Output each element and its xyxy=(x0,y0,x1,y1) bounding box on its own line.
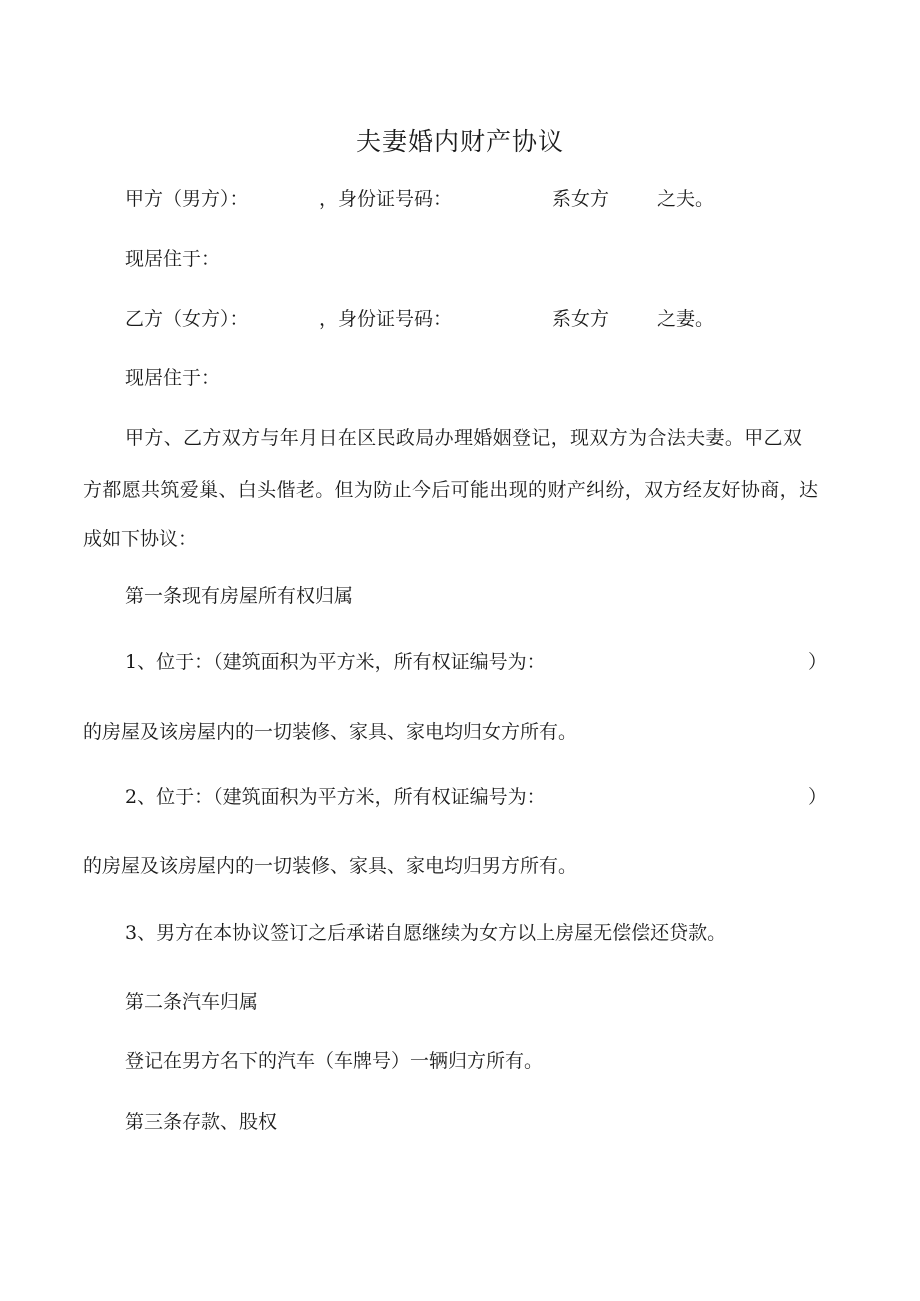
article-1-item-2-continuation: 的房屋及该房屋内的一切装修、家具、家电均归男方所有。 xyxy=(83,855,578,877)
party-a-address: 现居住于： xyxy=(125,248,221,270)
article-1-item-3: 3、男方在本协议签订之后承诺自愿继续为女方以上房屋无偿偿还贷款。 xyxy=(125,922,727,944)
article-1-item-1-close: ） xyxy=(808,651,828,673)
party-a-relation-suffix: 之夫。 xyxy=(657,188,715,210)
party-b-address: 现居住于： xyxy=(125,367,221,389)
article-3-heading: 第三条存款、股权 xyxy=(125,1111,278,1133)
article-1-item-1-continuation: 的房屋及该房屋内的一切装修、家具、家电均归女方所有。 xyxy=(83,721,578,743)
preamble-line-1: 甲方、乙方双方与年月日在区民政局办理婚姻登记，现双方为合法夫妻。甲乙双 xyxy=(125,427,803,449)
party-a-relation-prefix: 系女方 xyxy=(552,188,610,210)
article-1-item-2: 2、位于：（建筑面积为平方米，所有权证编号为： xyxy=(125,786,546,808)
article-1-item-1: 1、位于：（建筑面积为平方米，所有权证编号为： xyxy=(125,651,546,673)
party-b-id-label: ，身份证号码： xyxy=(319,308,453,330)
party-b-label: 乙方（女方）： xyxy=(125,308,249,330)
party-b-relation-suffix: 之妻。 xyxy=(657,308,715,330)
party-a-label: 甲方（男方）： xyxy=(125,188,249,210)
party-a-id-label: ，身份证号码： xyxy=(319,188,453,210)
article-2-body: 登记在男方名下的汽车（车牌号）一辆归方所有。 xyxy=(125,1050,544,1072)
party-b-relation-prefix: 系女方 xyxy=(552,308,610,330)
article-1-heading: 第一条现有房屋所有权归属 xyxy=(125,585,354,607)
preamble-line-2: 方都愿共筑爱巢、白头偕老。但为防止今后可能出现的财产纠纷，双方经友好协商，达 xyxy=(83,479,819,501)
article-2-heading: 第二条汽车归属 xyxy=(125,991,259,1013)
preamble-line-3: 成如下协议： xyxy=(83,528,198,550)
article-1-item-2-close: ） xyxy=(808,786,828,808)
document-title: 夫妻婚内财产协议 xyxy=(355,127,564,156)
